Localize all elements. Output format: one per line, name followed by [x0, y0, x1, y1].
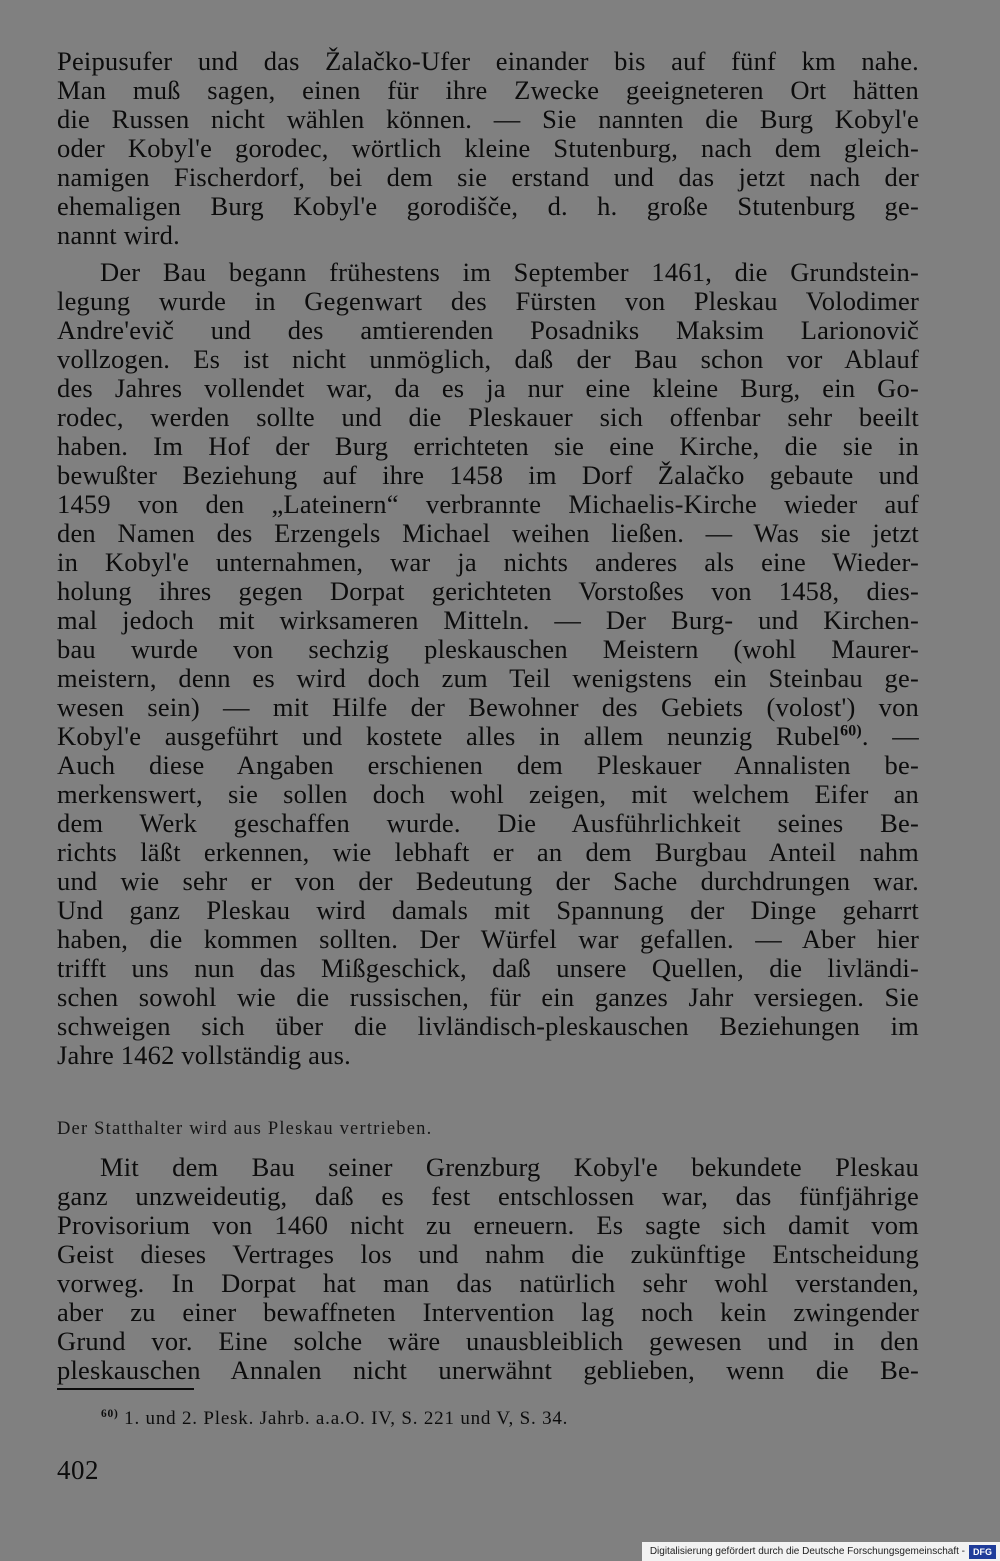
text-line: Auch diese Angaben erschienen dem Pleskauer Annalisten be- [57, 750, 919, 780]
text-line: mal jedoch mit wirksameren Mitteln. — Der Burg- und Kirchen- [57, 605, 919, 635]
text-line: schweigen sich über die livländisch-pleskauschen Beziehungen im [57, 1011, 919, 1041]
text-line: pleskauschen Annalen nicht unerwähnt geblieben, wenn die Be- [57, 1355, 919, 1385]
digitization-credit [642, 1542, 1000, 1561]
text-line: aber zu einer bewaffneten Intervention lag noch kein zwingender [57, 1297, 919, 1327]
text-line: richts läßt erkennen, wie lebhaft er an dem Burgbau Anteil nahm [57, 837, 919, 867]
footnote-marker: 60) [101, 1408, 119, 1421]
text-line: nannt wird. [57, 220, 180, 250]
text-line: 1459 von den „Lateinern“ verbrannte Michaelis-Kirche wieder auf [57, 489, 919, 519]
text-line: namigen Fischerdorf, bei dem sie erstand und das jetzt nach der [57, 162, 919, 192]
text-line: wesen sein) — mit Hilfe der Bewohner des Gebiets (volost') von [57, 692, 919, 722]
text-line: oder Kobyl'e gorodec, wörtlich kleine Stutenburg, nach dem gleich- [57, 133, 919, 163]
text-line: ehemaligen Burg Kobyl'e gorodišče, d. h. große Stutenburg ge- [57, 191, 919, 221]
dfg-logo-icon: DFG [969, 1545, 996, 1559]
text-line: des Jahres vollendet war, da es ja nur eine kleine Burg, ein Go- [57, 373, 919, 403]
text-line: haben. Im Hof der Burg errichteten sie eine Kirche, die sie in [57, 431, 919, 461]
text-line-with-footnote-ref [57, 723, 919, 750]
text-line: und wie sehr er von der Bedeutung der Sache durchdrungen war. [57, 866, 919, 896]
text-line: holung ihres gegen Dorpat gerichteten Vorstoßes von 1458, dies- [57, 576, 919, 606]
section-heading: Der Statthalter wird aus Pleskau vertrieben. [57, 1119, 433, 1139]
text-line: haben, die kommen sollten. Der Würfel war gefallen. — Aber hier [57, 924, 919, 954]
text-line: schen sowohl wie die russischen, für ein ganzes Jahr versiegen. Sie [57, 982, 919, 1012]
text-line: Mit dem Bau seiner Grenzburg Kobyl'e bekundete Pleskau [100, 1152, 919, 1182]
text-line: Provisorium von 1460 nicht zu erneuern. Es sagte sich damit vom [57, 1210, 919, 1240]
footnote-60 [101, 1408, 568, 1430]
text-line: Geist dieses Vertrages los und nahm die zukünftige Entscheidung [57, 1239, 919, 1269]
text-fragment: Kobyl'e ausgeführt und kostete alles in allem neunzig Rubel [57, 721, 841, 751]
text-line: trifft uns nun das Mißgeschick, daß unsere Quellen, die livländi- [57, 953, 919, 983]
text-line: Der Bau begann frühestens im September 1461, die Grundstein- [100, 257, 919, 287]
text-line: Man muß sagen, einen für ihre Zwecke geeigneteren Ort hätten [57, 75, 919, 105]
text-line: merkenswert, sie sollen doch wohl zeigen, mit welchem Eifer an [57, 779, 919, 809]
footnote-divider [57, 1388, 194, 1390]
text-line: meistern, denn es wird doch zum Teil wenigstens ein Steinbau ge- [57, 663, 919, 693]
text-line: Grund vor. Eine solche wäre unausbleiblich gewesen und in den [57, 1326, 919, 1356]
text-line: Peipusufer und das Žalačko-Ufer einander bis auf fünf km nahe. [57, 46, 919, 76]
text-line: bewußter Beziehung auf ihre 1458 im Dorf Žalačko gebaute und [57, 460, 919, 490]
text-line: vollzogen. Es ist nicht unmöglich, daß der Bau schon vor Ablauf [57, 344, 919, 374]
text-line: vorweg. In Dorpat hat man das natürlich sehr wohl verstanden, [57, 1268, 919, 1298]
text-line: ganz unzweideutig, daß es fest entschlossen war, das fünfjährige [57, 1181, 919, 1211]
text-line: den Namen des Erzengels Michael weihen ließen. — Was sie jetzt [57, 518, 919, 548]
text-line: bau wurde von sechzig pleskauschen Meistern (wohl Maurer- [57, 634, 919, 664]
footnote-text: 1. und 2. Plesk. Jahrb. a.a.O. IV, S. 221 und V, S. 34. [118, 1408, 569, 1429]
text-line: legung wurde in Gegenwart des Fürsten von Pleskau Volodimer [57, 286, 919, 316]
text-line: dem Werk geschaffen wurde. Die Ausführlichkeit seines Be- [57, 808, 919, 838]
footnote-ref-60 [840, 721, 862, 751]
text-line: Andre'evič und des amtierenden Posadniks Maksim Larionovič [57, 315, 919, 345]
text-line: Und ganz Pleskau wird damals mit Spannung der Dinge geharrt [57, 895, 919, 925]
text-line: Jahre 1462 vollständig aus. [57, 1040, 351, 1070]
text-line: die Russen nicht wählen können. — Sie nannten die Burg Kobyl'e [57, 104, 919, 134]
page-number: 402 [57, 1455, 99, 1485]
text-fragment: . — [861, 721, 919, 751]
text-line: rodec, werden sollte und die Pleskauer sich offenbar sehr beeilt [57, 402, 919, 432]
text-line: in Kobyl'e unternahmen, war ja nichts anderes als eine Wieder- [57, 547, 919, 577]
footnote-ref-label: 60) [840, 722, 862, 740]
credit-text: Digitalisierung gefördert durch die Deutsche Forschungsgemeinschaft - [649, 1546, 965, 1557]
